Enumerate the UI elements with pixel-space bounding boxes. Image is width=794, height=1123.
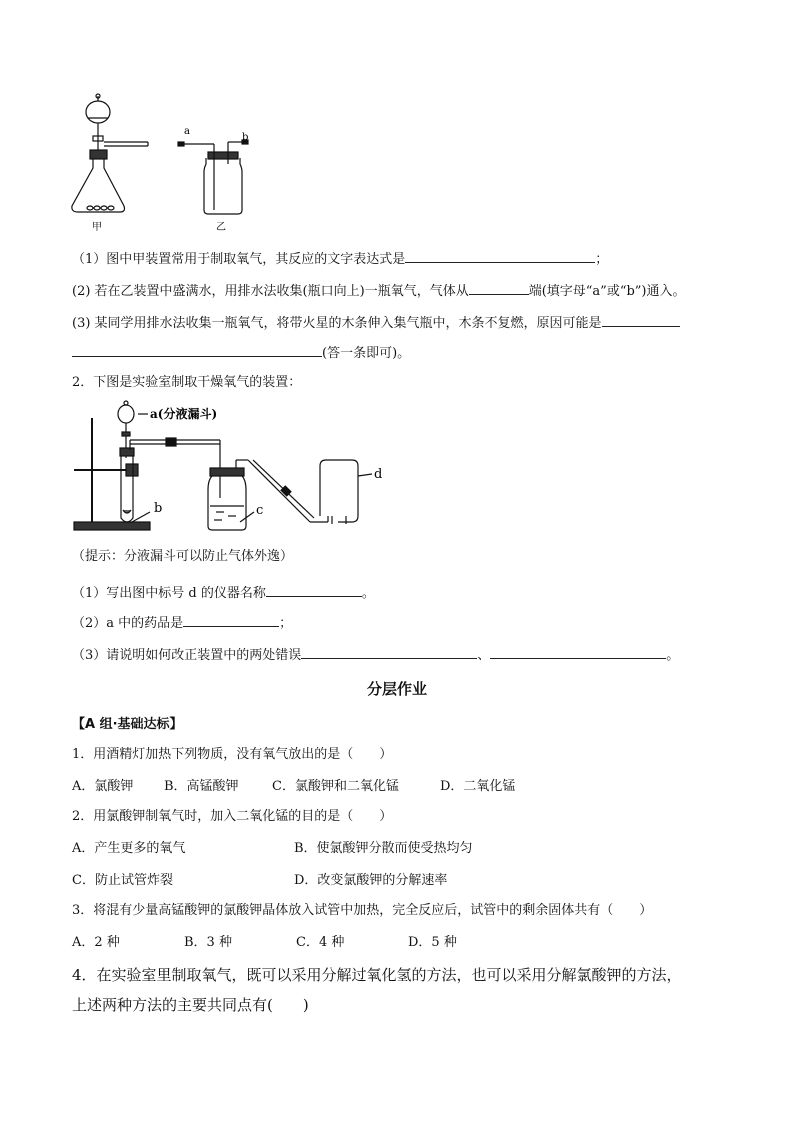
group-a-heading: 【A 组·基础达标】 xyxy=(72,717,183,732)
mc1-option-a[interactable]: A．氯酸钾 xyxy=(72,779,134,794)
q1-part2: (2) 若在乙装置中盛满水，用排水法收集(瓶口向上)一瓶氧气，气体从 端(填字母“a”或“b”)通入。 xyxy=(72,280,686,301)
label-fig2-a: a(分液漏斗) xyxy=(150,407,218,421)
mc2-option-b[interactable]: B．使氯酸钾分散而使受热均匀 xyxy=(294,841,473,856)
label-b: b xyxy=(242,132,249,143)
collector-bottle-d xyxy=(320,460,358,522)
section-title: 分层作业 xyxy=(366,680,427,698)
label-fig2-b: b xyxy=(154,501,163,516)
q2-part3-blank-2[interactable] xyxy=(490,644,666,659)
q1-part3-cont: (答一条即可)。 xyxy=(72,342,410,363)
mc1-option-b[interactable]: B．高锰酸钾 xyxy=(164,779,239,794)
mc2-stem: 2．用氯酸钾制氧气时，加入二氧化锰的目的是（ ） xyxy=(72,809,393,824)
bottle-yi xyxy=(178,140,248,214)
q1-part2-blank[interactable] xyxy=(469,280,529,295)
mc1-option-c[interactable]: C．氯酸钾和二氧化锰 xyxy=(272,779,399,794)
mc4-stem-line2: 上述两种方法的主要共同点有( ) xyxy=(72,996,309,1014)
label-fig2-d: d xyxy=(374,467,383,482)
mc2-option-a[interactable]: A．产生更多的氧气 xyxy=(72,841,186,856)
q2-part1-blank[interactable] xyxy=(266,582,362,597)
q1-part3: (3) 某同学用排水法收集一瓶氧气，将带火星的木条伸入集气瓶中，木条不复燃，原因可能是 xyxy=(72,312,680,333)
q2-stem: 2．下图是实验室制取干燥氧气的装置： xyxy=(72,375,302,390)
q2-hint: （提示：分液漏斗可以防止气体外逸） xyxy=(72,549,294,564)
mc3-option-b[interactable]: B．3 种 xyxy=(184,935,232,950)
flask-jia xyxy=(72,94,148,212)
mc1-option-d[interactable]: D．二氧化锰 xyxy=(440,779,516,794)
mc2-option-c[interactable]: C．防止试管炸裂 xyxy=(72,873,173,888)
label-yi: 乙 xyxy=(216,222,226,233)
mc2-option-d[interactable]: D．改变氯酸钾的分解速率 xyxy=(294,873,448,888)
q1-part1-blank[interactable] xyxy=(405,248,595,263)
q2-part1: （1）写出图中标号 d 的仪器名称 。 xyxy=(72,582,375,603)
mc1-stem: 1．用酒精灯加热下列物质，没有氧气放出的是（ ） xyxy=(72,747,393,762)
q1-part3-blank-2[interactable] xyxy=(72,342,322,357)
mc4-stem-line1: 4．在实验室里制取氧气，既可以采用分解过氧化氢的方法，也可以采用分解氯酸钾的方法， xyxy=(72,966,682,984)
label-jia: 甲 xyxy=(92,222,102,233)
stand-base xyxy=(74,522,150,530)
figure-1-apparatus xyxy=(66,92,266,238)
q1-part3-blank-1[interactable] xyxy=(602,312,680,327)
label-a: a xyxy=(184,126,190,137)
q2-part3-blank-1[interactable] xyxy=(301,644,477,659)
mc3-stem: 3．将混有少量高锰酸钾的氯酸钾晶体放入试管中加热，完全反应后，试管中的剩余固体共有（ ） xyxy=(72,903,653,918)
figure-2-apparatus xyxy=(70,400,400,540)
q2-part3: （3）请说明如何改正装置中的两处错误 、 。 xyxy=(72,644,679,665)
q2-part2: （2）a 中的药品是 ； xyxy=(72,612,292,633)
q1-part1: （1）图中甲装置常用于制取氧气，其反应的文字表达式是 ； xyxy=(72,248,608,269)
mc3-option-c[interactable]: C．4 种 xyxy=(296,935,345,950)
q2-part2-blank[interactable] xyxy=(183,612,279,627)
separatory-funnel xyxy=(118,405,134,423)
mc3-option-a[interactable]: A．2 种 xyxy=(72,935,120,950)
mc3-option-d[interactable]: D．5 种 xyxy=(408,935,457,950)
label-fig2-c: c xyxy=(256,503,264,518)
